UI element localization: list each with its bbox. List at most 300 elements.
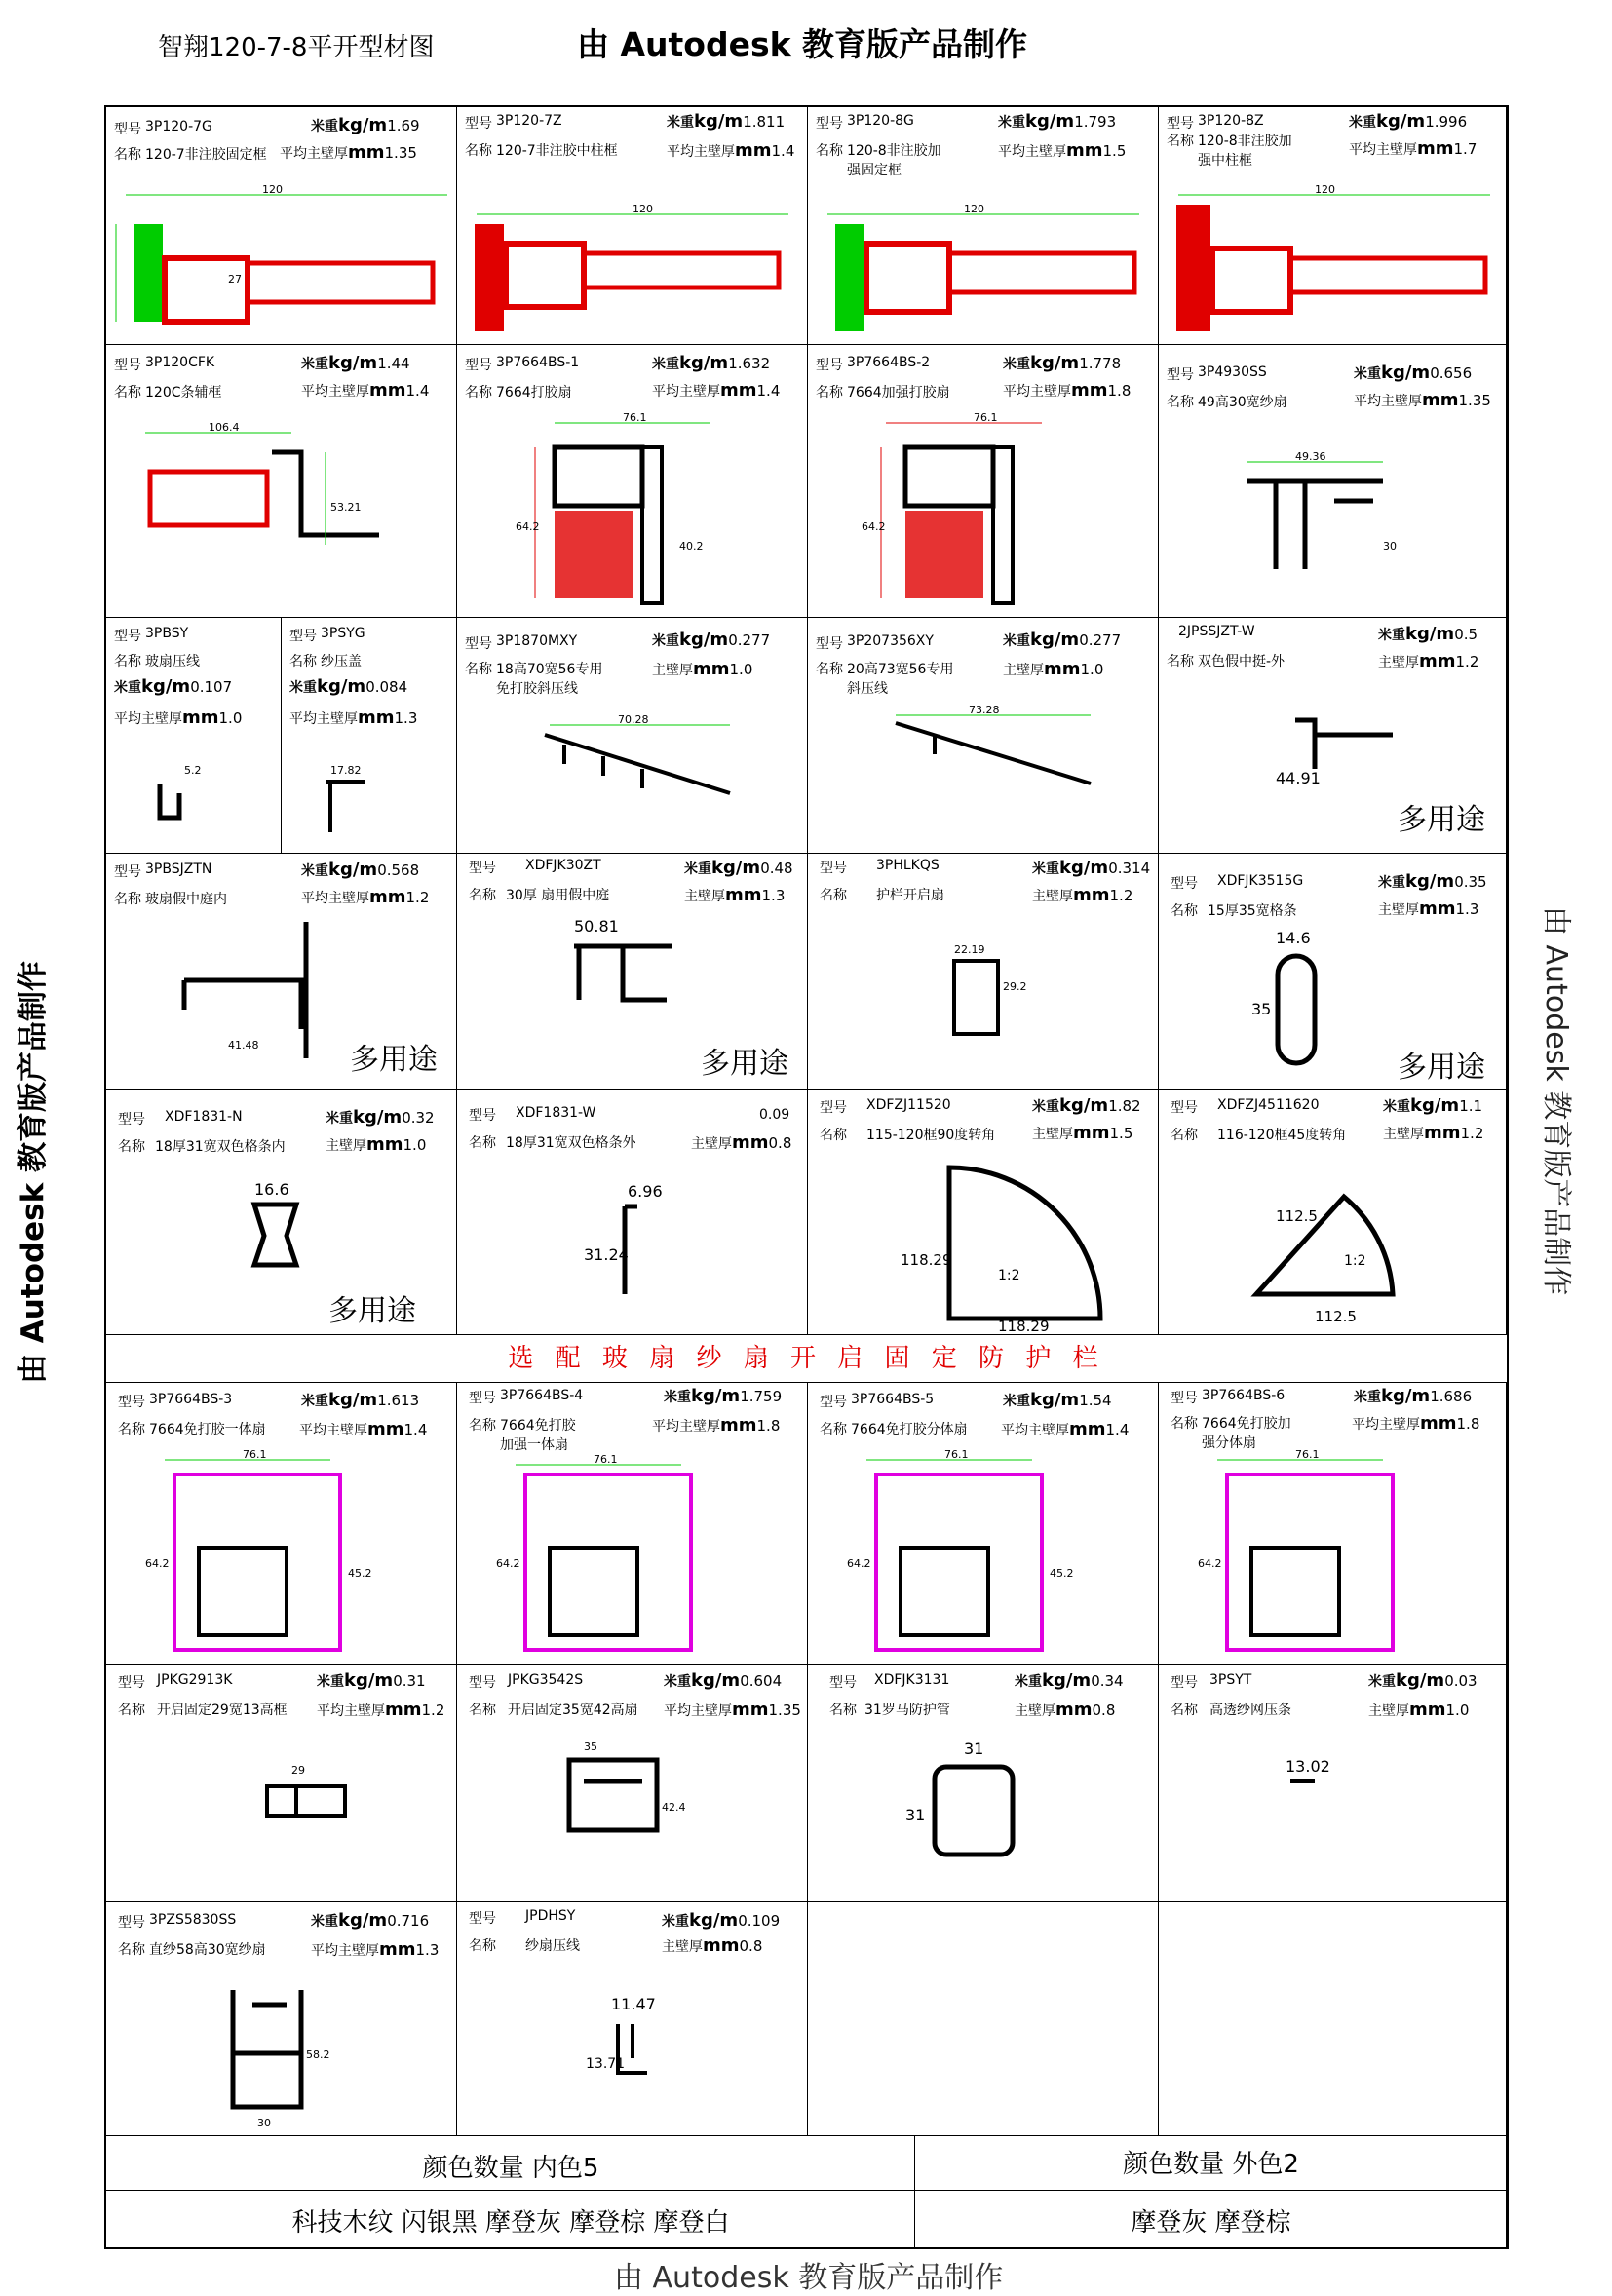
thickness-label: 主壁厚 bbox=[326, 1138, 366, 1154]
name-label: 名称 bbox=[820, 1422, 847, 1437]
model-value: 3P120-8G bbox=[847, 113, 914, 129]
model-label: 型号 bbox=[1171, 1100, 1198, 1116]
dim-label: 5.2 bbox=[184, 764, 202, 777]
profile-drawing bbox=[457, 1733, 808, 1898]
footer-cell bbox=[106, 2191, 915, 2247]
model-value: 3P7664BS-6 bbox=[1202, 1388, 1286, 1403]
thickness-label: 主壁厚 bbox=[1383, 1127, 1424, 1142]
model-value: XDFZJ4511620 bbox=[1217, 1097, 1320, 1113]
unit: mm bbox=[1422, 390, 1459, 410]
profile-drawing bbox=[808, 1148, 1159, 1333]
unit: kg/m bbox=[1381, 1386, 1431, 1406]
unit: mm bbox=[1417, 138, 1454, 159]
name-label: 名称 bbox=[114, 385, 141, 401]
dim-label: 76.1 bbox=[594, 1453, 618, 1466]
profile-cell bbox=[1159, 1090, 1507, 1335]
dim-label: 76.1 bbox=[944, 1448, 969, 1461]
profile-cell bbox=[808, 345, 1159, 618]
thickness-label: 平均主壁厚 bbox=[311, 1943, 379, 1959]
unit: kg/m bbox=[1396, 1670, 1445, 1691]
thickness-value: 1.0 bbox=[729, 661, 753, 678]
weight-label: 米重 bbox=[652, 633, 679, 649]
name-label: 名称 bbox=[816, 143, 843, 159]
model-label: 型号 bbox=[1167, 116, 1194, 132]
thickness-label: 平均主壁厚 bbox=[1001, 1423, 1069, 1438]
model-label: 型号 bbox=[465, 358, 492, 373]
name-value: 18厚31宽双色格条外 bbox=[506, 1135, 636, 1151]
profile-drawing bbox=[106, 1440, 457, 1665]
model-value: 3PZS5830SS bbox=[149, 1912, 237, 1928]
name-label: 名称 bbox=[118, 1942, 145, 1958]
thickness-value: 1.4 bbox=[403, 1421, 428, 1438]
thickness-value: 1.2 bbox=[421, 1702, 445, 1719]
model-label: 型号 bbox=[114, 864, 141, 880]
weight-label: 米重 bbox=[311, 119, 338, 134]
profile-cell bbox=[1159, 618, 1507, 854]
thickness-value: 1.2 bbox=[1460, 1125, 1484, 1142]
unit: mm bbox=[1073, 885, 1110, 905]
profile-cell bbox=[106, 854, 457, 1090]
profile-cell bbox=[1159, 1665, 1507, 1902]
profile-cell bbox=[808, 1090, 1159, 1335]
unit: kg/m bbox=[1405, 871, 1455, 892]
dim-label: 29 bbox=[291, 1764, 305, 1777]
dim-label: 118.29 bbox=[901, 1251, 952, 1269]
name-value: 18厚31宽双色格条内 bbox=[155, 1139, 286, 1155]
name-label: 名称 bbox=[118, 1422, 145, 1437]
thickness-value: 1.7 bbox=[1453, 140, 1478, 158]
profile-drawing bbox=[282, 754, 457, 852]
profile-drawing bbox=[808, 696, 1159, 852]
thickness-label: 平均主壁厚 bbox=[280, 146, 348, 162]
model-value: XDF1831-N bbox=[165, 1109, 243, 1125]
model-label: 型号 bbox=[469, 1108, 496, 1124]
name-label: 名称 bbox=[118, 1703, 145, 1718]
name-value: 115-120框90度转角 bbox=[866, 1128, 996, 1143]
thickness-label: 平均主壁厚 bbox=[664, 1703, 732, 1719]
profile-drawing bbox=[808, 403, 1159, 618]
unit: kg/m bbox=[679, 353, 729, 373]
name-label: 名称 bbox=[118, 1139, 145, 1155]
model-value: 3P120-8Z bbox=[1198, 113, 1264, 129]
weight-label: 米重 bbox=[1354, 1390, 1381, 1405]
unit: mm bbox=[732, 1132, 769, 1153]
dim-label: 42.4 bbox=[662, 1801, 686, 1814]
dim-label: 64.2 bbox=[516, 520, 540, 533]
weight-value: 0.34 bbox=[1091, 1672, 1124, 1690]
profile-drawing bbox=[457, 1440, 808, 1665]
profile-cell bbox=[457, 1382, 808, 1665]
weight-label: 米重 bbox=[684, 861, 711, 877]
name-value: 30厚 扇用假中庭 bbox=[506, 888, 610, 903]
thickness-label: 平均主壁厚 bbox=[1349, 142, 1417, 158]
dim-label: 35 bbox=[584, 1741, 597, 1753]
dim-label: 17.82 bbox=[330, 764, 362, 777]
dim-label: 64.2 bbox=[496, 1557, 520, 1570]
weight-value: 0.31 bbox=[393, 1672, 426, 1690]
dim-label: 106.4 bbox=[209, 421, 240, 434]
model-value: 3P7664BS-3 bbox=[149, 1392, 233, 1407]
name-value: 20高73宽56专用斜压线 bbox=[847, 662, 954, 697]
model-label: 型号 bbox=[1167, 367, 1194, 383]
thickness-label: 平均主壁厚 bbox=[1352, 1417, 1420, 1433]
thickness-value: 1.2 bbox=[405, 889, 430, 906]
model-label: 型号 bbox=[118, 1395, 145, 1410]
dim-label: 31 bbox=[964, 1740, 984, 1758]
unit: kg/m bbox=[1042, 1670, 1092, 1691]
profile-cell bbox=[457, 1665, 808, 1902]
inner-color-count: 颜色数量 内色5 bbox=[422, 2154, 599, 2183]
name-value: 开启固定29宽13高框 bbox=[157, 1703, 288, 1718]
thickness-label: 主壁厚 bbox=[1032, 1127, 1073, 1142]
weight-value: 0.107 bbox=[190, 678, 233, 696]
unit: mm bbox=[732, 1700, 769, 1720]
model-label: 型号 bbox=[816, 358, 843, 373]
multi-use-label: 多用途 bbox=[701, 1047, 788, 1081]
dim-label: 41.48 bbox=[228, 1039, 259, 1052]
unit: mm bbox=[1066, 140, 1103, 161]
unit: kg/m bbox=[1410, 1095, 1460, 1116]
dim-label: 1:2 bbox=[1344, 1253, 1366, 1269]
profile-cell bbox=[808, 1665, 1159, 1902]
unit: mm bbox=[693, 659, 730, 679]
dim-label: 49.36 bbox=[1295, 450, 1326, 463]
weight-label: 米重 bbox=[664, 1390, 691, 1405]
name-value: 双色假中挺-外 bbox=[1198, 654, 1286, 670]
watermark-right: 由 Autodesk 教育版产品制作 bbox=[1539, 906, 1573, 1296]
weight-value: 0.48 bbox=[760, 860, 793, 877]
thickness-label: 主壁厚 bbox=[1368, 1703, 1409, 1719]
name-value: 7664免打胶加强一体扇 bbox=[500, 1418, 576, 1453]
weight-label: 米重 bbox=[326, 1111, 353, 1127]
weight-value: 1.54 bbox=[1079, 1392, 1112, 1409]
model-value: 3P4930SS bbox=[1198, 364, 1267, 380]
dim-label: 120 bbox=[1315, 183, 1335, 196]
dim-label: 76.1 bbox=[974, 411, 998, 424]
name-value: 7664打胶扇 bbox=[496, 385, 572, 401]
model-label: 型号 bbox=[820, 1100, 847, 1116]
name-label: 名称 bbox=[114, 654, 141, 670]
thickness-label: 平均主壁厚 bbox=[114, 711, 182, 727]
weight-label: 米重 bbox=[114, 680, 141, 696]
name-label: 名称 bbox=[820, 1128, 847, 1143]
weight-value: 1.778 bbox=[1079, 355, 1122, 372]
unit: mm bbox=[182, 708, 219, 728]
name-value: 7664免打胶加强分体扇 bbox=[1202, 1416, 1291, 1451]
unit: mm bbox=[1409, 1700, 1446, 1720]
profile-drawing bbox=[808, 1440, 1159, 1665]
model-value: JPKG2913K bbox=[157, 1672, 233, 1688]
dim-label: 11.47 bbox=[611, 1995, 656, 2013]
name-label: 名称 bbox=[469, 1418, 496, 1434]
thickness-value: 1.3 bbox=[394, 709, 418, 727]
weight-label: 米重 bbox=[301, 357, 328, 372]
weight-label: 米重 bbox=[1354, 366, 1381, 382]
dim-label: 13.71 bbox=[586, 2056, 626, 2072]
dim-label: 64.2 bbox=[1198, 1557, 1222, 1570]
profile-drawing bbox=[808, 1733, 1159, 1898]
footer-cell bbox=[915, 2136, 1507, 2191]
unit: mm bbox=[1044, 659, 1081, 679]
unit: mm bbox=[720, 380, 757, 401]
profile-cell bbox=[1159, 854, 1507, 1090]
unit: mm bbox=[1071, 380, 1108, 401]
dim-label: 58.2 bbox=[306, 2048, 330, 2061]
dim-label: 35 bbox=[1251, 1000, 1272, 1018]
thickness-value: 1.0 bbox=[1080, 661, 1104, 678]
unit: mm bbox=[1419, 651, 1456, 671]
model-value: 3P7664BS-2 bbox=[847, 355, 931, 370]
unit: mm bbox=[735, 140, 772, 161]
model-value: JPDHSY bbox=[525, 1908, 576, 1924]
name-value: 7664加强打胶扇 bbox=[847, 385, 950, 401]
dim-label: 1:2 bbox=[998, 1268, 1020, 1283]
unit: kg/m bbox=[338, 1910, 388, 1931]
dim-label: 112.5 bbox=[1276, 1207, 1318, 1225]
weight-label: 米重 bbox=[1032, 861, 1059, 877]
thickness-label: 平均主壁厚 bbox=[301, 384, 369, 400]
profile-cell bbox=[106, 1090, 457, 1335]
name-value: 直纱58高30宽纱扇 bbox=[149, 1942, 266, 1958]
model-value: 3P1870MXY bbox=[496, 633, 578, 649]
weight-value: 0.084 bbox=[365, 678, 408, 696]
profile-drawing bbox=[106, 423, 457, 618]
thickness-value: 0.8 bbox=[739, 1937, 763, 1955]
model-value: XDFJK3515G bbox=[1217, 873, 1304, 889]
unit: mm bbox=[369, 380, 406, 401]
profile-drawing bbox=[457, 1167, 808, 1333]
name-label: 名称 bbox=[465, 385, 492, 401]
name-label: 名称 bbox=[1167, 134, 1194, 149]
unit: kg/m bbox=[711, 858, 761, 878]
name-label: 名称 bbox=[1171, 1128, 1198, 1143]
name-value: 7664免打胶一体扇 bbox=[149, 1422, 266, 1437]
name-value: 纱压盖 bbox=[321, 654, 362, 670]
dim-label: 112.5 bbox=[1315, 1308, 1357, 1325]
weight-label: 米重 bbox=[1378, 875, 1405, 891]
weight-label: 米重 bbox=[301, 863, 328, 879]
profile-cell bbox=[106, 1382, 457, 1665]
unit: mm bbox=[369, 887, 406, 907]
profile-cell bbox=[808, 618, 1159, 854]
weight-label: 米重 bbox=[1003, 633, 1030, 649]
model-label: 型号 bbox=[465, 636, 492, 652]
section-banner: 选 配 玻 扇 纱 扇 开 启 固 定 防 护 栏 bbox=[106, 1335, 1507, 1383]
profile-drawing bbox=[106, 745, 282, 852]
profile-cell bbox=[808, 107, 1159, 345]
profile-cell bbox=[457, 107, 808, 345]
weight-label: 米重 bbox=[317, 1674, 344, 1690]
unit: mm bbox=[725, 885, 762, 905]
profile-drawing bbox=[457, 403, 808, 618]
unit: mm bbox=[367, 1419, 404, 1439]
unit: kg/m bbox=[353, 1107, 403, 1128]
profile-drawing bbox=[457, 1990, 808, 2136]
name-value: 116-120框45度转角 bbox=[1217, 1128, 1347, 1143]
model-value: XDFJK3131 bbox=[874, 1672, 950, 1688]
profile-drawing bbox=[1159, 686, 1402, 842]
name-label: 名称 bbox=[465, 662, 492, 677]
weight-value: 1.69 bbox=[387, 117, 420, 134]
model-value: 3P120-7Z bbox=[496, 113, 562, 129]
name-label: 名称 bbox=[829, 1703, 857, 1718]
dim-label: 16.6 bbox=[254, 1180, 289, 1199]
thickness-label: 主壁厚 bbox=[684, 889, 725, 904]
thickness-label: 主壁厚 bbox=[1032, 889, 1073, 904]
unit: kg/m bbox=[328, 1390, 378, 1410]
profile-drawing bbox=[1159, 1148, 1507, 1333]
name-label: 名称 bbox=[1171, 1416, 1198, 1432]
dim-label: 31.24 bbox=[584, 1245, 629, 1264]
dim-label: 118.29 bbox=[998, 1318, 1050, 1335]
thickness-label: 主壁厚 bbox=[1378, 655, 1419, 670]
weight-label: 米重 bbox=[1368, 1674, 1396, 1690]
weight-label: 米重 bbox=[301, 1394, 328, 1409]
dim-label: 29.2 bbox=[1003, 980, 1027, 993]
dim-label: 44.91 bbox=[1276, 769, 1321, 787]
name-value: 玻扇假中庭内 bbox=[145, 892, 227, 907]
profile-drawing bbox=[106, 1177, 350, 1333]
profile-drawing bbox=[106, 912, 350, 1088]
unit: kg/m bbox=[694, 111, 744, 132]
footer-cell bbox=[915, 2191, 1507, 2247]
profile-drawing bbox=[1159, 175, 1507, 341]
unit: mm bbox=[366, 1134, 403, 1155]
profile-drawing bbox=[106, 185, 457, 341]
profile-cell bbox=[457, 1902, 808, 2136]
unit: mm bbox=[358, 708, 395, 728]
model-label: 型号 bbox=[289, 629, 317, 644]
weight-value: 1.82 bbox=[1108, 1097, 1141, 1115]
unit: kg/m bbox=[1030, 1390, 1080, 1410]
dim-label: 50.81 bbox=[574, 917, 619, 936]
name-value: 120-7非注胶固定框 bbox=[145, 147, 267, 163]
model-label: 型号 bbox=[469, 1911, 496, 1927]
thickness-label: 平均主壁厚 bbox=[301, 891, 369, 906]
thickness-value: 1.3 bbox=[415, 1941, 440, 1959]
weight-value: 0.09 bbox=[759, 1107, 790, 1123]
weight-label: 米重 bbox=[1349, 115, 1376, 131]
unit: mm bbox=[1055, 1700, 1093, 1720]
name-value: 7664免打胶分体扇 bbox=[851, 1422, 968, 1437]
thickness-value: 1.4 bbox=[756, 382, 781, 400]
thickness-label: 平均主壁厚 bbox=[317, 1703, 385, 1719]
thickness-label: 平均主壁厚 bbox=[1003, 384, 1071, 400]
dim-label: 120 bbox=[262, 183, 283, 196]
dim-label: 70.28 bbox=[618, 713, 649, 726]
weight-value: 0.35 bbox=[1454, 873, 1487, 891]
model-label: 型号 bbox=[114, 122, 141, 137]
unit: kg/m bbox=[691, 1386, 741, 1406]
model-label: 型号 bbox=[465, 116, 492, 132]
thickness-value: 1.2 bbox=[1109, 887, 1133, 904]
empty-cell bbox=[808, 1902, 1159, 2136]
thickness-value: 1.5 bbox=[1102, 142, 1127, 160]
weight-label: 米重 bbox=[1383, 1099, 1410, 1115]
name-label: 名称 bbox=[469, 888, 496, 903]
thickness-value: 1.3 bbox=[761, 887, 786, 904]
name-value: 纱扇压线 bbox=[525, 1938, 580, 1954]
dim-label: 73.28 bbox=[969, 704, 1000, 716]
model-label: 型号 bbox=[118, 1675, 145, 1691]
dim-label: 45.2 bbox=[348, 1567, 372, 1580]
model-label: 型号 bbox=[469, 1675, 496, 1691]
model-label: 型号 bbox=[469, 861, 496, 876]
outer-color-count: 颜色数量 外色2 bbox=[1123, 2150, 1299, 2179]
name-label: 名称 bbox=[1171, 903, 1198, 919]
thickness-value: 1.4 bbox=[1105, 1421, 1130, 1438]
dim-label: 27 bbox=[228, 273, 242, 286]
name-label: 名称 bbox=[289, 654, 317, 670]
unit: kg/m bbox=[344, 1670, 394, 1691]
profile-cell bbox=[457, 854, 808, 1090]
multi-use-label: 多用途 bbox=[350, 1043, 438, 1077]
dim-label: 64.2 bbox=[145, 1557, 170, 1570]
unit: kg/m bbox=[317, 676, 366, 697]
weight-label: 米重 bbox=[311, 1914, 338, 1930]
model-label: 型号 bbox=[820, 1395, 847, 1410]
profile-cell bbox=[106, 1665, 457, 1902]
profile-cell bbox=[1159, 1382, 1507, 1665]
thickness-value: 1.8 bbox=[756, 1417, 781, 1435]
outer-color-list: 摩登灰 摩登棕 bbox=[1131, 2208, 1291, 2238]
thickness-label: 主壁厚 bbox=[1378, 902, 1419, 918]
model-label: 型号 bbox=[118, 1915, 145, 1931]
dim-label: 30 bbox=[1383, 540, 1397, 553]
dim-label: 120 bbox=[633, 203, 653, 215]
unit: kg/m bbox=[689, 1910, 739, 1931]
weight-label: 米重 bbox=[662, 1914, 689, 1930]
weight-value: 0.277 bbox=[1079, 631, 1122, 649]
thickness-label: 平均主壁厚 bbox=[667, 144, 735, 160]
model-label: 型号 bbox=[114, 629, 141, 644]
profile-cell bbox=[808, 854, 1159, 1090]
thickness-label: 主壁厚 bbox=[1003, 663, 1044, 678]
thickness-value: 1.0 bbox=[1445, 1702, 1470, 1719]
unit: kg/m bbox=[1381, 363, 1431, 383]
name-value: 开启固定35宽42高扇 bbox=[508, 1703, 638, 1718]
weight-value: 0.109 bbox=[738, 1912, 781, 1930]
profile-drawing bbox=[1159, 1440, 1507, 1665]
watermark-top: 由 Autodesk 教育版产品制作 bbox=[577, 25, 1028, 63]
weight-label: 米重 bbox=[1003, 357, 1030, 372]
weight-label: 米重 bbox=[652, 357, 679, 372]
unit: mm bbox=[1069, 1419, 1106, 1439]
profile-drawing bbox=[1159, 922, 1402, 1088]
model-value: 3P207356XY bbox=[847, 633, 934, 649]
dim-label: 64.2 bbox=[862, 520, 886, 533]
name-label: 名称 bbox=[114, 147, 141, 163]
document-title: 智翔120-7-8平开型材图 bbox=[158, 33, 435, 62]
thickness-value: 0.8 bbox=[768, 1134, 792, 1152]
unit: mm bbox=[1420, 1413, 1457, 1434]
model-value: XDF1831-W bbox=[516, 1105, 596, 1121]
thickness-value: 1.0 bbox=[403, 1136, 427, 1154]
profile-drawing bbox=[457, 706, 808, 852]
unit: kg/m bbox=[679, 630, 729, 650]
unit: mm bbox=[385, 1700, 422, 1720]
profile-cell bbox=[457, 1090, 808, 1335]
model-value: 3PHLKQS bbox=[876, 858, 940, 873]
weight-value: 1.759 bbox=[740, 1388, 783, 1405]
profile-cell bbox=[808, 1382, 1159, 1665]
model-value: 3P120CFK bbox=[145, 355, 215, 370]
weight-value: 0.277 bbox=[728, 631, 771, 649]
profile-drawing bbox=[457, 912, 701, 1088]
thickness-label: 平均主壁厚 bbox=[652, 384, 720, 400]
inner-color-list: 科技木纹 闪银黑 摩登灰 摩登棕 摩登白 bbox=[291, 2208, 730, 2238]
dim-label: 64.2 bbox=[847, 1557, 871, 1570]
